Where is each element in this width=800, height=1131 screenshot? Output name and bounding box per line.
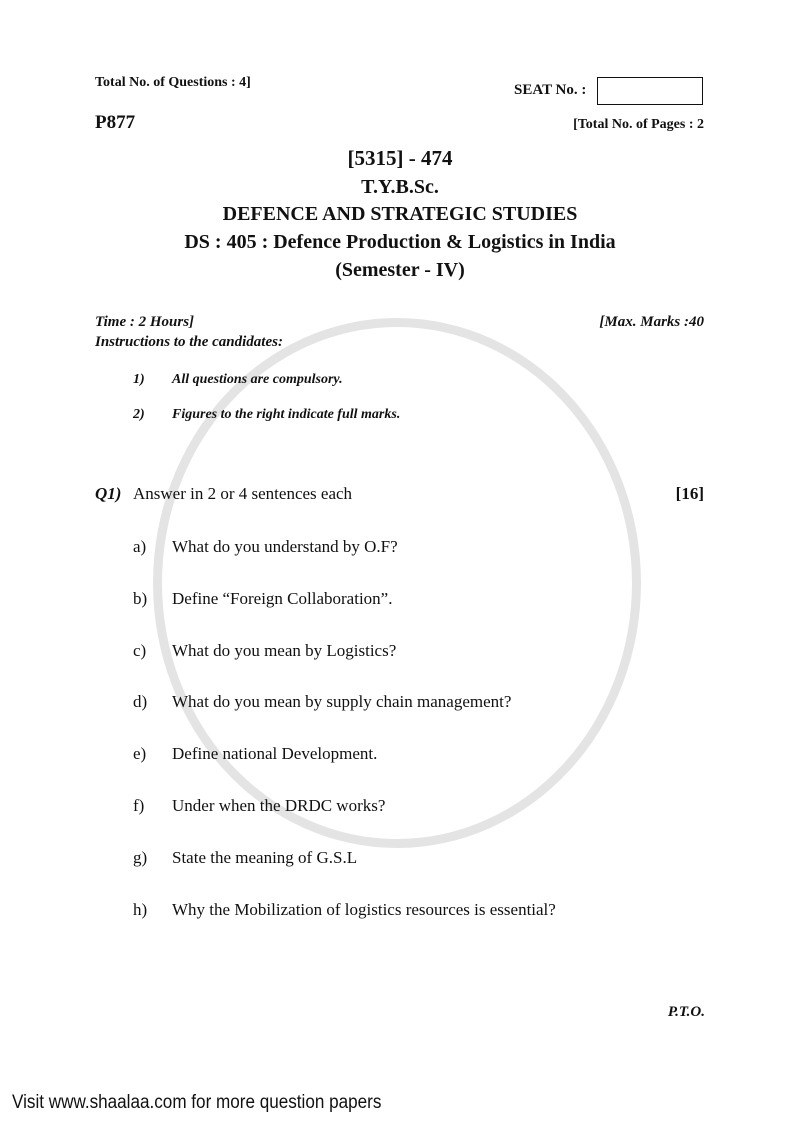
instruction-text: Figures to the right indicate full marks. bbox=[172, 407, 401, 422]
item-text: What do you understand by O.F? bbox=[172, 537, 398, 556]
course: T.Y.B.Sc. bbox=[361, 176, 439, 198]
item-num: f) bbox=[133, 796, 145, 815]
total-pages: [Total No. of Pages : 2 bbox=[573, 117, 704, 132]
paper-title: DS : 405 : Defence Production & Logistics in India bbox=[184, 231, 616, 253]
item-num: g) bbox=[133, 848, 148, 867]
total-questions: Total No. of Questions : 4] bbox=[95, 75, 251, 90]
pto: P.T.O. bbox=[667, 1004, 705, 1020]
item-num: d) bbox=[133, 692, 148, 711]
item-text: Under when the DRDC works? bbox=[172, 796, 386, 815]
item-num: a) bbox=[133, 537, 147, 556]
item-num: e) bbox=[133, 744, 147, 763]
paper-code: P877 bbox=[95, 112, 136, 133]
semester: (Semester - IV) bbox=[335, 259, 465, 281]
max-marks: [Max. Marks :40 bbox=[599, 314, 704, 330]
instructions-heading: Instructions to the candidates: bbox=[95, 334, 283, 350]
question-label: Q1) bbox=[95, 484, 122, 503]
item-text: Why the Mobilization of logistics resources is essential? bbox=[172, 900, 556, 919]
question-marks: [16] bbox=[675, 484, 704, 503]
footer-link[interactable]: Visit www.shaalaa.com for more question papers bbox=[12, 1092, 382, 1113]
item-text: State the meaning of G.S.L bbox=[172, 848, 358, 867]
item-num: c) bbox=[133, 641, 147, 660]
instruction-num: 2) bbox=[133, 407, 145, 422]
question-text: Answer in 2 or 4 sentences each bbox=[133, 484, 353, 503]
instruction-text: All questions are compulsory. bbox=[172, 372, 343, 387]
subject: DEFENCE AND STRATEGIC STUDIES bbox=[222, 203, 578, 225]
item-text: Define “Foreign Collaboration”. bbox=[172, 589, 393, 608]
item-text: Define national Development. bbox=[172, 744, 378, 763]
instruction-num: 1) bbox=[133, 372, 145, 387]
exam-code: [5315] - 474 bbox=[347, 146, 453, 170]
seat-no-box bbox=[597, 77, 703, 105]
watermark-circle bbox=[153, 318, 641, 848]
item-num: b) bbox=[133, 589, 148, 608]
item-num: h) bbox=[133, 900, 148, 919]
seat-no-label: SEAT No. : bbox=[514, 82, 587, 98]
item-text: What do you mean by supply chain management? bbox=[172, 692, 512, 711]
item-text: What do you mean by Logistics? bbox=[172, 641, 397, 660]
time: Time : 2 Hours] bbox=[95, 314, 195, 330]
